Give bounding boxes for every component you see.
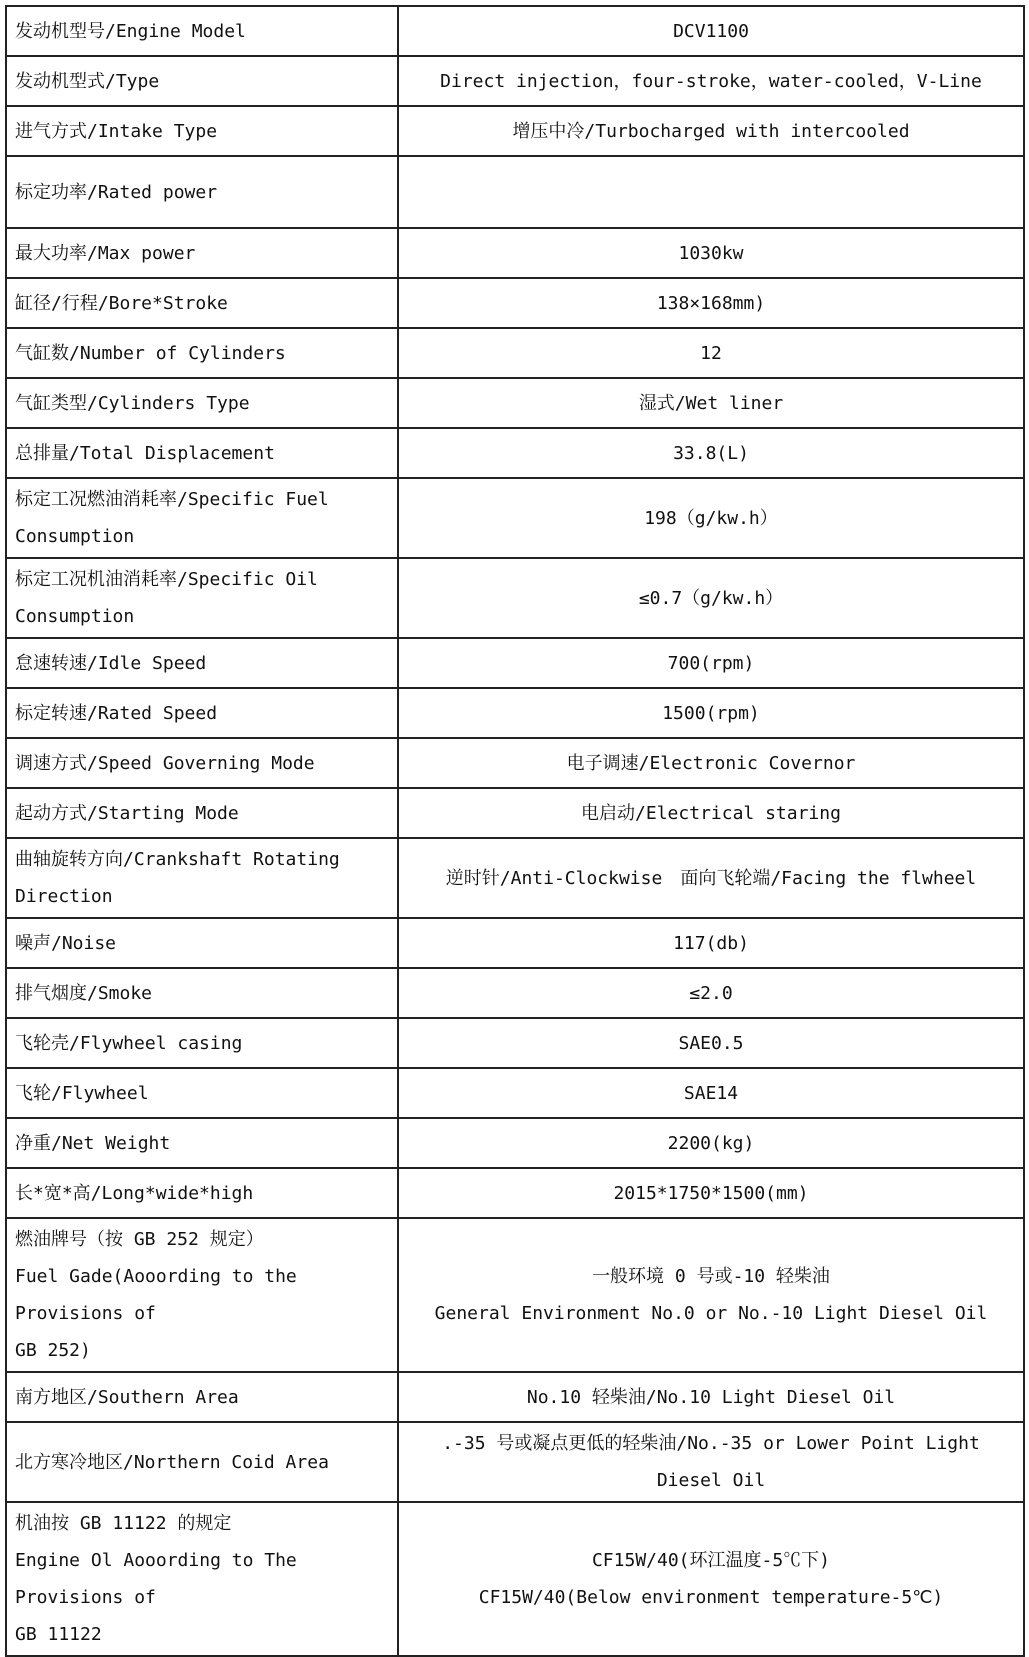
spec-row bbox=[6, 6, 1024, 56]
spec-label-cell bbox=[6, 1372, 398, 1422]
spec-value-cell bbox=[398, 558, 1024, 638]
spec-value-line: ≤0.7（g/kw.h） bbox=[638, 587, 784, 609]
spec-value-cell bbox=[398, 278, 1024, 328]
spec-value-cell bbox=[398, 788, 1024, 838]
spec-label-line: 标定转速/Rated Speed bbox=[15, 702, 218, 724]
spec-value-cell bbox=[398, 1218, 1024, 1372]
spec-label-line: GB 252) bbox=[15, 1340, 91, 1361]
spec-row bbox=[6, 738, 1024, 788]
spec-label-line: 燃油牌号（按 GB 252 规定） bbox=[15, 1229, 264, 1250]
spec-value-line: 700(rpm) bbox=[667, 652, 755, 674]
spec-value-cell bbox=[398, 688, 1024, 738]
spec-label-cell bbox=[6, 838, 398, 918]
spec-value-cell bbox=[398, 838, 1024, 918]
spec-label-line: 北方寒冷地区/Northern Coid Area bbox=[15, 1451, 329, 1473]
spec-label-cell bbox=[6, 428, 398, 478]
spec-label-line: 曲轴旋转方向/Crankshaft Rotating Direction bbox=[15, 849, 340, 907]
spec-value-cell bbox=[398, 1118, 1024, 1168]
spec-value-line: ≤2.0 bbox=[689, 982, 733, 1004]
spec-value-cell bbox=[398, 428, 1024, 478]
spec-value-cell bbox=[398, 1068, 1024, 1118]
spec-value-line: 33.8(L) bbox=[673, 442, 749, 464]
spec-label-line: 气缸数/Number of Cylinders bbox=[15, 342, 286, 364]
spec-value-line: CF15W/40(Below environment temperature-5℃) bbox=[478, 1587, 944, 1608]
spec-row bbox=[6, 106, 1024, 156]
spec-value-cell bbox=[398, 968, 1024, 1018]
spec-value-line: Direct injection，four-stroke，water-cooled，V-Line bbox=[440, 70, 982, 92]
spec-value-line: 198（g/kw.h） bbox=[644, 507, 778, 529]
spec-value-cell bbox=[398, 1502, 1024, 1656]
spec-value-cell bbox=[398, 1018, 1024, 1068]
spec-label-cell bbox=[6, 1118, 398, 1168]
spec-label-cell bbox=[6, 1422, 398, 1502]
spec-value-line: 117(db) bbox=[673, 932, 749, 954]
spec-label-cell bbox=[6, 968, 398, 1018]
spec-row bbox=[6, 788, 1024, 838]
spec-row bbox=[6, 1168, 1024, 1218]
spec-label-line: 飞轮/Flywheel bbox=[15, 1082, 149, 1104]
spec-value-line: General Environment No.0 or No.-10 Light Diesel Oil bbox=[434, 1303, 988, 1324]
spec-label-cell bbox=[6, 228, 398, 278]
spec-label-cell bbox=[6, 278, 398, 328]
spec-row bbox=[6, 156, 1024, 228]
spec-row bbox=[6, 1372, 1024, 1422]
spec-row bbox=[6, 378, 1024, 428]
spec-label-line: 调速方式/Speed Governing Mode bbox=[15, 752, 315, 774]
spec-label-line: 缸径/行程/Bore*Stroke bbox=[15, 292, 228, 314]
spec-value-cell bbox=[398, 328, 1024, 378]
spec-label-cell bbox=[6, 328, 398, 378]
spec-label-line: Engine Ol Aooording to The Provisions of bbox=[15, 1550, 297, 1608]
spec-label-line: 机油按 GB 11122 的规定 bbox=[15, 1513, 232, 1534]
spec-row bbox=[6, 838, 1024, 918]
spec-label-cell bbox=[6, 378, 398, 428]
spec-value-cell bbox=[398, 56, 1024, 106]
spec-label-line: 最大功率/Max power bbox=[15, 242, 196, 264]
spec-label-cell bbox=[6, 738, 398, 788]
spec-row bbox=[6, 558, 1024, 638]
spec-row bbox=[6, 638, 1024, 688]
spec-value-line: 12 bbox=[700, 342, 722, 364]
spec-label-cell bbox=[6, 558, 398, 638]
spec-row bbox=[6, 478, 1024, 558]
spec-value-cell bbox=[398, 1422, 1024, 1502]
spec-label-line: 噪声/Noise bbox=[15, 932, 117, 954]
spec-value-line: 增压中冷/Turbocharged with intercooled bbox=[512, 120, 910, 142]
spec-value-cell bbox=[398, 638, 1024, 688]
spec-label-cell bbox=[6, 106, 398, 156]
spec-label-line: GB 11122 bbox=[15, 1624, 102, 1645]
spec-row bbox=[6, 328, 1024, 378]
spec-value-line: 2200(kg) bbox=[667, 1132, 755, 1154]
spec-value-line: SAE14 bbox=[683, 1082, 739, 1104]
spec-value-line: 1500(rpm) bbox=[662, 702, 760, 724]
spec-value-cell bbox=[398, 478, 1024, 558]
spec-value-cell bbox=[398, 228, 1024, 278]
spec-label-line: 气缸类型/Cylinders Type bbox=[15, 392, 250, 414]
spec-label-line: Fuel Gade(Aooording to the Provisions of bbox=[15, 1266, 297, 1324]
spec-value-line: No.10 轻柴油/No.10 Light Diesel Oil bbox=[526, 1386, 896, 1408]
spec-label-cell bbox=[6, 1218, 398, 1372]
spec-row bbox=[6, 428, 1024, 478]
spec-label-cell bbox=[6, 1018, 398, 1068]
spec-row bbox=[6, 918, 1024, 968]
spec-value-line: 138×168mm) bbox=[656, 292, 766, 314]
spec-row bbox=[6, 56, 1024, 106]
spec-value-line: 2015*1750*1500(mm) bbox=[613, 1182, 809, 1204]
spec-label-cell bbox=[6, 918, 398, 968]
spec-label-line: 发动机型号/Engine Model bbox=[15, 20, 246, 42]
spec-value-cell bbox=[398, 106, 1024, 156]
spec-row bbox=[6, 1422, 1024, 1502]
spec-row bbox=[6, 1068, 1024, 1118]
spec-label-cell bbox=[6, 1068, 398, 1118]
spec-value-cell bbox=[398, 918, 1024, 968]
spec-row bbox=[6, 688, 1024, 738]
spec-label-cell bbox=[6, 156, 398, 228]
spec-label-line: 标定功率/Rated power bbox=[15, 181, 218, 203]
spec-label-line: 标定工况机油消耗率/Specific Oil Consumption bbox=[15, 569, 318, 627]
spec-table-body bbox=[6, 6, 1024, 1656]
spec-label-line: 飞轮壳/Flywheel casing bbox=[15, 1032, 243, 1054]
spec-value-line: 湿式/Wet liner bbox=[638, 392, 784, 414]
spec-value-cell bbox=[398, 378, 1024, 428]
spec-label-line: 南方地区/Southern Area bbox=[15, 1386, 239, 1408]
spec-value-line: CF15W/40(环江温度-5℃下) bbox=[591, 1550, 831, 1571]
spec-label-line: 发动机型式/Type bbox=[15, 70, 160, 92]
spec-label-line: 标定工况燃油消耗率/Specific Fuel Consumption bbox=[15, 489, 329, 547]
spec-value-line: 一般环境 0 号或-10 轻柴油 bbox=[592, 1266, 830, 1287]
spec-row bbox=[6, 968, 1024, 1018]
spec-value-cell bbox=[398, 738, 1024, 788]
spec-value-line: DCV1100 bbox=[673, 20, 749, 42]
spec-label-line: 进气方式/Intake Type bbox=[15, 120, 218, 142]
spec-label-line: 起动方式/Starting Mode bbox=[15, 802, 239, 824]
spec-value-cell bbox=[398, 1168, 1024, 1218]
spec-label-cell bbox=[6, 478, 398, 558]
spec-row bbox=[6, 1018, 1024, 1068]
spec-value-line: SAE0.5 bbox=[678, 1032, 744, 1054]
spec-value-line: .-35 号或凝点更低的轻柴油/No.-35 or Lower Point Light Diesel Oil bbox=[442, 1433, 980, 1491]
spec-value-cell bbox=[398, 1372, 1024, 1422]
spec-value-line: 1030kw bbox=[678, 242, 744, 264]
spec-row bbox=[6, 1218, 1024, 1372]
spec-label-line: 长*宽*高/Long*wide*high bbox=[15, 1182, 254, 1204]
spec-row bbox=[6, 278, 1024, 328]
spec-value-line: 电启动/Electrical staring bbox=[581, 802, 841, 824]
spec-label-line: 总排量/Total Displacement bbox=[15, 442, 275, 464]
spec-value-line: 电子调速/Electronic Covernor bbox=[566, 752, 856, 774]
spec-label-cell bbox=[6, 1502, 398, 1656]
spec-value-cell bbox=[398, 6, 1024, 56]
spec-row bbox=[6, 1118, 1024, 1168]
spec-label-cell bbox=[6, 788, 398, 838]
spec-label-cell bbox=[6, 688, 398, 738]
spec-label-line: 排气烟度/Smoke bbox=[15, 982, 153, 1004]
spec-label-cell bbox=[6, 6, 398, 56]
spec-label-cell bbox=[6, 56, 398, 106]
spec-label-cell bbox=[6, 1168, 398, 1218]
spec-label-line: 净重/Net Weight bbox=[15, 1132, 171, 1154]
spec-value-line: 逆时针/Anti-Clockwise 面向飞轮端/Facing the flwheel bbox=[445, 867, 977, 889]
spec-value-cell bbox=[398, 156, 1024, 228]
engine-spec-table bbox=[5, 5, 1025, 1657]
spec-row bbox=[6, 228, 1024, 278]
spec-row bbox=[6, 1502, 1024, 1656]
spec-label-line: 怠速转速/Idle Speed bbox=[15, 652, 207, 674]
spec-label-cell bbox=[6, 638, 398, 688]
